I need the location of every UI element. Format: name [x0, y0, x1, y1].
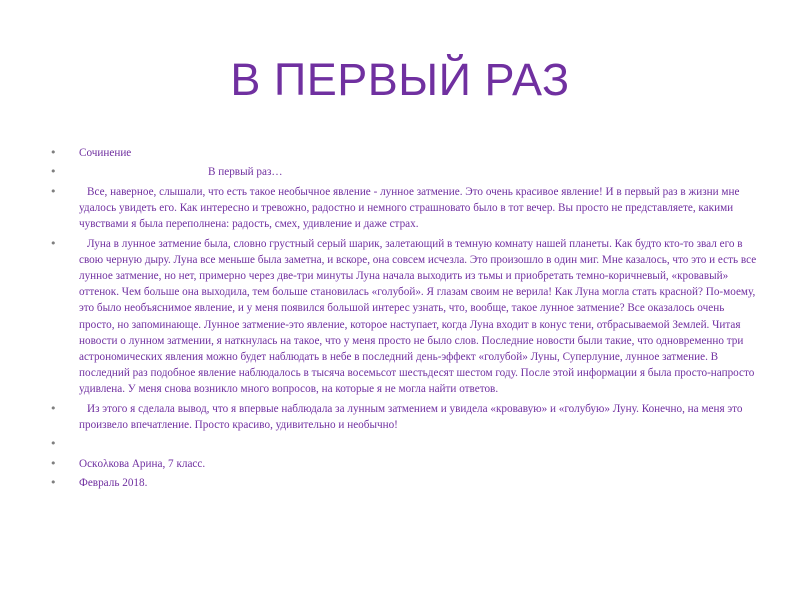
bullet-icon: •	[50, 165, 57, 179]
list-item-empty	[50, 436, 758, 452]
slide-content-list	[50, 145, 758, 494]
list-item-text: Все, наверное, слышали, что есть такое необычное явление - лунное затмение. Это очень красивое явление! И в первый раз в жизни мне удалось увидеть его. Как интересно и тревожно, радостно и немного страшновато было в тот вечер. Вы просто не представляете, какими чувствами я была переполнена: радость, смех, удивление и даже страх.	[79, 185, 743, 231]
bullet-icon: •	[50, 401, 57, 415]
list-item-text: Из этого я сделала вывод, что я впервые наблюдала за лунным затмением и увидела «кровавую» и «голубую» Луну. Конечно, на меня это произвело впечатление. Просто красиво, удивительно и необычно!	[79, 402, 746, 431]
bullet-icon: •	[50, 475, 57, 489]
bullet-icon: •	[50, 236, 57, 250]
bullet-icon: •	[50, 184, 57, 198]
list-item-text: В первый раз…	[208, 166, 283, 179]
list-item-text: Оскολкова Арина, 7 класс.	[79, 457, 206, 470]
bullet-icon: •	[50, 456, 57, 470]
bullet-icon: •	[50, 146, 57, 159]
list-item-text: Луна в лунное затмение была, словно грустный серый шарик, залетающий в темную комнату нашей планеты. Как будто кто-то звал его в свою черную дыру. Луна все меньше была заметна, и вскоре, она совсем исчезла. Это произошло в один миг. Мне казалось, что это и есть все лунное затмение, но нет, примерно через две-три минуты Луна начала выходить из тьмы и приобретать темно-коричневый, «кровавый» оттенок. Чем больше она выходила, тем больше становилась «голубой». Я глазам своим не верила! Как Луна могла стать красной? По-моему, это было необъяснимое явление, и у меня появился большой интерес узнать, что, вообще, такое лунное затмение? Все оказалось очень просто, но запоминающе. Лунное затмение-это явление, которое наступает, когда Луна входит в конус тени, отбрасываемой Землей. Читая новости о лунном затмении, я наткнулась на такое, что у меня просто не было слов. Последние новости были такие, что одновременно три астрономических явления можно будет наблюдать в небе в последний день-эффект «голубой» Луны, Суперлуние, лунное затмение. В последний раз подобное явление наблюдалось в тысяча восемьсот шестьдесят шестом году. После этой информации я была просто-напросто удивлена. У меня снова возникло много вопросов, на которые я не могла найти ответов.	[79, 237, 759, 396]
bullet-icon: •	[50, 437, 57, 451]
list-item-paragraph	[50, 401, 758, 433]
list-item-author	[50, 456, 758, 472]
list-item-paragraph	[50, 236, 758, 398]
list-item-text: Сочинение	[79, 147, 132, 159]
list-item-heading	[50, 145, 758, 161]
list-item-paragraph	[50, 184, 758, 233]
list-item-subheading	[50, 164, 758, 180]
list-item-date	[50, 475, 758, 491]
list-item-text: Февраль 2018.	[79, 476, 148, 489]
slide-title: В ПЕРВЫЙ РАЗ	[230, 54, 570, 105]
